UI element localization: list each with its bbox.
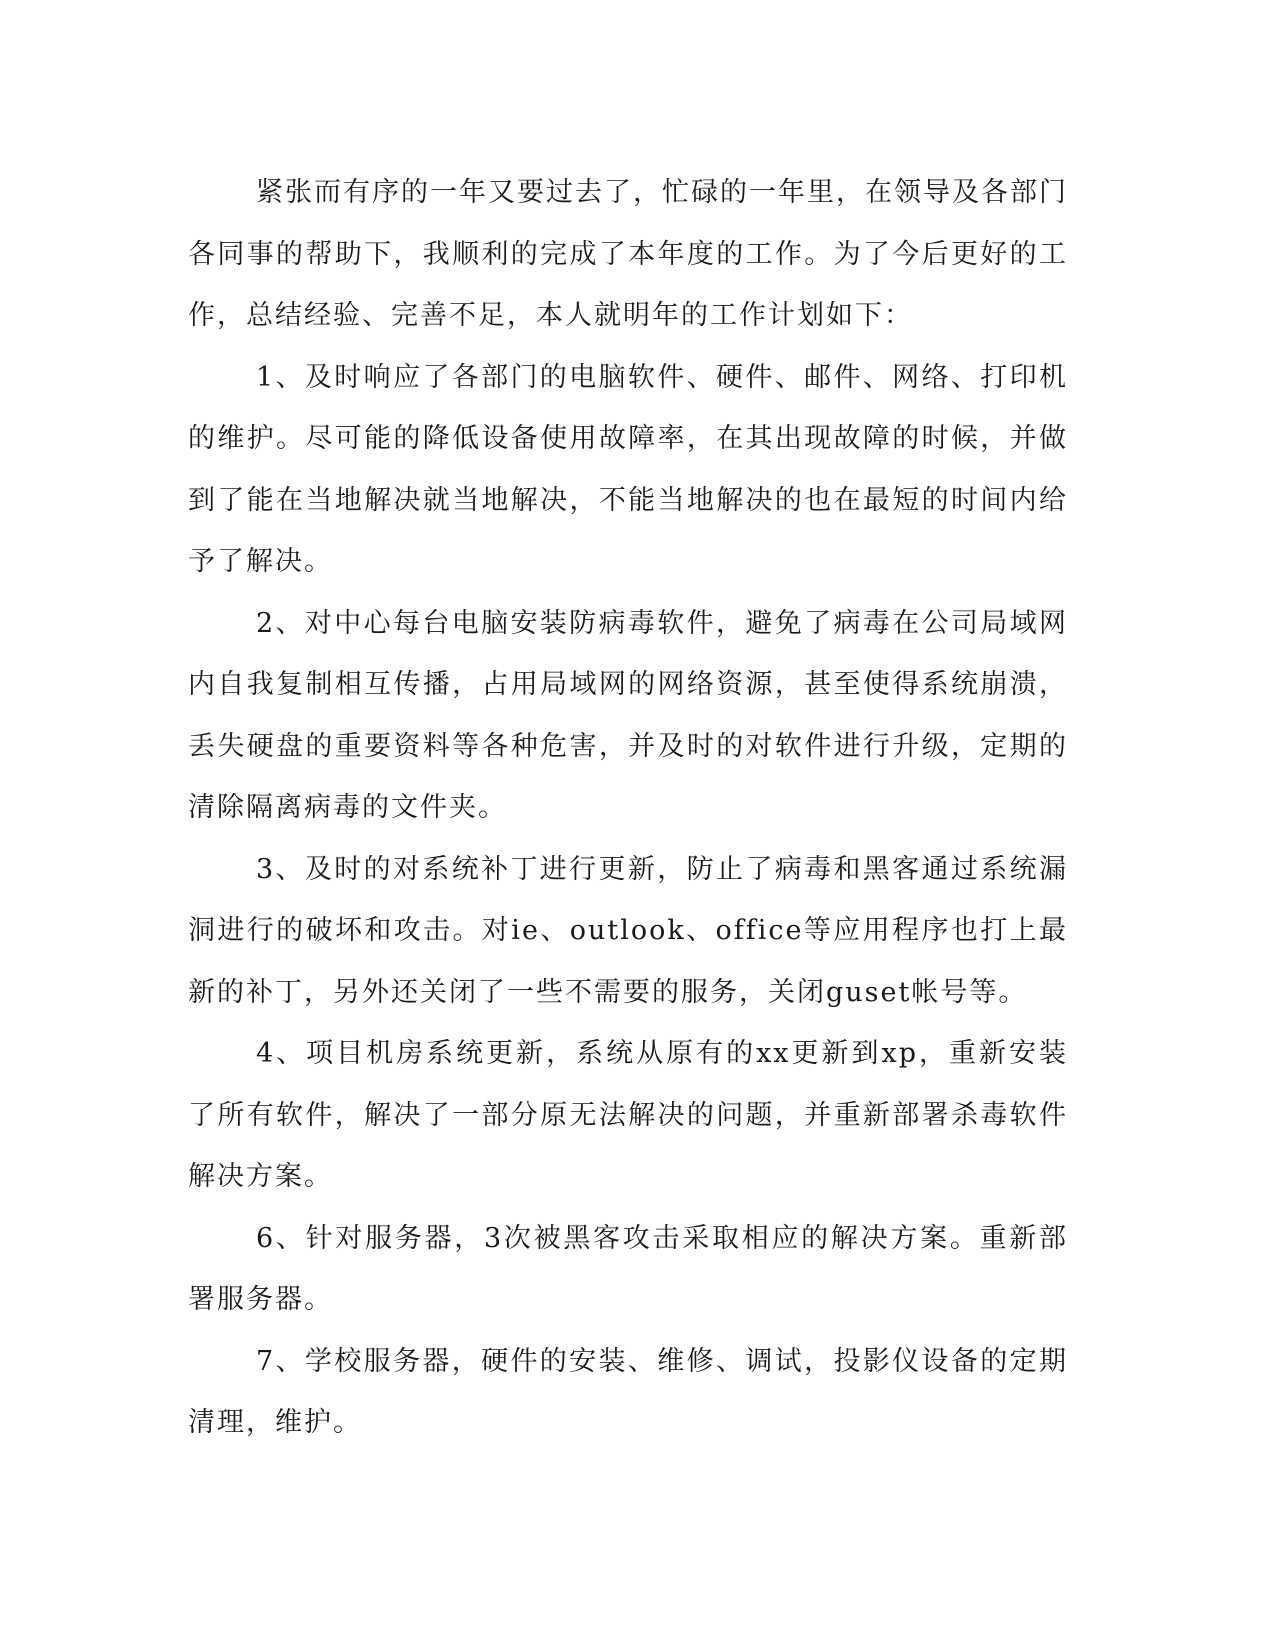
paragraph-item-6: 6、针对服务器，3次被黑客攻击采取相应的解决方案。重新部署服务器。 (188, 1222, 1068, 1315)
paragraph-item-3: 3、及时的对系统补丁进行更新，防止了病毒和黑客通过系统漏洞进行的破坏和攻击。对ie、outlook、office等应用程序也打上最新的补丁，另外还关闭了一些不需要的服务，关闭guset帐号等。 (188, 853, 1068, 1008)
paragraph-intro: 紧张而有序的一年又要过去了，忙碌的一年里，在领导及各部门各同事的帮助下，我顺利的完成了本年度的工作。为了今后更好的工作，总结经验、完善不足，本人就明年的工作计划如下： (188, 177, 1068, 331)
paragraph-item-4: 4、项目机房系统更新，系统从原有的xx更新到xp，重新安装了所有软件，解决了一部分原无法解决的问题，并重新部署杀毒软件解决方案。 (188, 1038, 1068, 1192)
document-body (188, 162, 1068, 1454)
paragraph-item-2: 2、对中心每台电脑安装防病毒软件，避免了病毒在公司局域网内自我复制相互传播，占用局域网的网络资源，甚至使得系统崩溃，丢失硬盘的重要资料等各种危害，并及时的对软件进行升级，定期的清除隔离病毒的文件夹。 (188, 607, 1068, 823)
paragraph-item-1: 1、及时响应了各部门的电脑软件、硬件、邮件、网络、打印机的维护。尽可能的降低设备使用故障率，在其出现故障的时候，并做到了能在当地解决就当地解决，不能当地解决的也在最短的时间内给予了解决。 (188, 361, 1068, 577)
paragraph-item-7: 7、学校服务器，硬件的安装、维修、调试，投影仪设备的定期清理，维护。 (188, 1345, 1068, 1438)
